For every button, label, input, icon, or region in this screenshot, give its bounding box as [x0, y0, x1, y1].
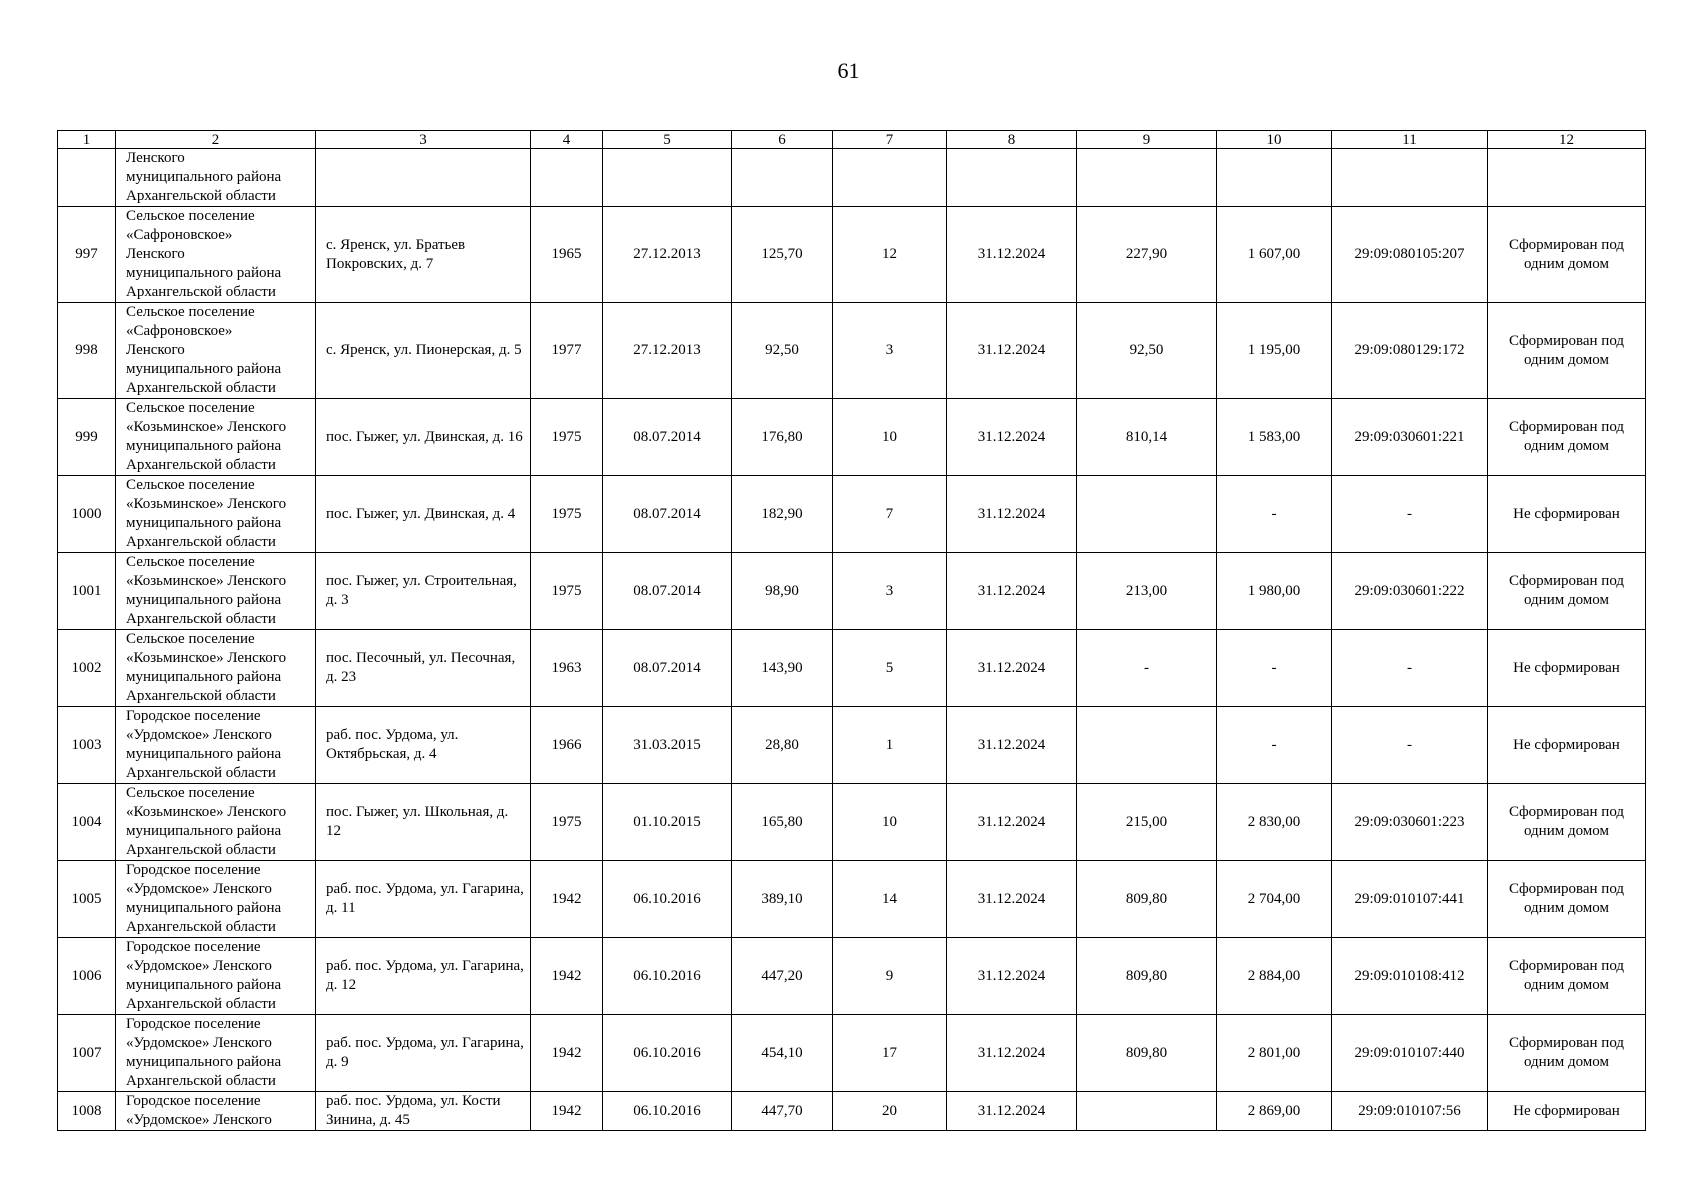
deadline-cell: 31.12.2024: [947, 630, 1077, 707]
address-cell: раб. пос. Урдома, ул. Кости Зинина, д. 45: [316, 1092, 531, 1131]
settlement-cell: Сельское поселение «Козьминское» Ленского муниципального района Архангельской области: [116, 630, 316, 707]
cadastral-value-cell: 2 830,00: [1217, 784, 1332, 861]
address-cell: пос. Гыжег, ул. Двинская, д. 4: [316, 476, 531, 553]
cadastral-value-cell: 1 607,00: [1217, 207, 1332, 303]
date-cell: 06.10.2016: [603, 938, 732, 1015]
land-area-cell: 92,50: [1077, 303, 1217, 399]
area-cell: 165,80: [732, 784, 833, 861]
date-cell: 31.03.2015: [603, 707, 732, 784]
deadline-cell: 31.12.2024: [947, 476, 1077, 553]
status-cell: Сформирован под одним домом: [1488, 553, 1646, 630]
table-row: [58, 207, 1646, 303]
deadline-cell: 31.12.2024: [947, 303, 1077, 399]
table-row: [58, 1092, 1646, 1131]
residents-cell: 17: [833, 1015, 947, 1092]
table-row: [58, 630, 1646, 707]
settlement-cell: Городское поселение «Урдомское» Ленского муниципального района Архангельской области: [116, 861, 316, 938]
date-cell: 08.07.2014: [603, 630, 732, 707]
column-number: 3: [316, 131, 531, 149]
land-area-cell: 213,00: [1077, 553, 1217, 630]
column-number: 10: [1217, 131, 1332, 149]
area-cell: 92,50: [732, 303, 833, 399]
status-cell: Сформирован под одним домом: [1488, 938, 1646, 1015]
cadastral-value-cell: 1 195,00: [1217, 303, 1332, 399]
residents-cell: 14: [833, 861, 947, 938]
address-cell: раб. пос. Урдома, ул. Гагарина, д. 9: [316, 1015, 531, 1092]
deadline-cell: 31.12.2024: [947, 1092, 1077, 1131]
residents-cell: 3: [833, 553, 947, 630]
column-number: 2: [116, 131, 316, 149]
year-cell: 1975: [531, 476, 603, 553]
date-cell: 08.07.2014: [603, 476, 732, 553]
cadastral-number-cell: 29:09:080105:207: [1332, 207, 1488, 303]
land-area-cell: -: [1077, 630, 1217, 707]
land-area-cell: 215,00: [1077, 784, 1217, 861]
status-cell: Сформирован под одним домом: [1488, 399, 1646, 476]
cadastral-value-cell: -: [1217, 630, 1332, 707]
residents-cell: 5: [833, 630, 947, 707]
date-cell: 27.12.2013: [603, 207, 732, 303]
year-cell: 1942: [531, 861, 603, 938]
residents-cell: 12: [833, 207, 947, 303]
table-row: [58, 1015, 1646, 1092]
cadastral-number-cell: 29:09:030601:223: [1332, 784, 1488, 861]
cadastral-number-cell: -: [1332, 707, 1488, 784]
column-number: 12: [1488, 131, 1646, 149]
deadline-cell: 31.12.2024: [947, 399, 1077, 476]
table-body: [58, 131, 1646, 1131]
row-number-cell: 1000: [58, 476, 116, 553]
area-cell: 98,90: [732, 553, 833, 630]
table-row: [58, 303, 1646, 399]
residents-cell: [833, 149, 947, 207]
cadastral-number-cell: 29:09:010108:412: [1332, 938, 1488, 1015]
land-area-cell: 809,80: [1077, 1015, 1217, 1092]
column-number: 6: [732, 131, 833, 149]
settlement-cell: Сельское поселение «Сафроновское» Ленского муниципального района Архангельской области: [116, 303, 316, 399]
deadline-cell: 31.12.2024: [947, 1015, 1077, 1092]
table-row: [58, 938, 1646, 1015]
row-number-cell: 997: [58, 207, 116, 303]
year-cell: 1977: [531, 303, 603, 399]
cadastral-number-cell: 29:09:010107:440: [1332, 1015, 1488, 1092]
area-cell: [732, 149, 833, 207]
table-row: [58, 399, 1646, 476]
cadastral-number-cell: 29:09:010107:56: [1332, 1092, 1488, 1131]
status-cell: Не сформирован: [1488, 476, 1646, 553]
settlement-cell: Сельское поселение «Козьминское» Ленского муниципального района Архангельской области: [116, 553, 316, 630]
status-cell: Сформирован под одним домом: [1488, 784, 1646, 861]
status-cell: Не сформирован: [1488, 707, 1646, 784]
table-row: [58, 707, 1646, 784]
cadastral-value-cell: 1 583,00: [1217, 399, 1332, 476]
page-number: 61: [837, 58, 860, 83]
row-number-cell: 1007: [58, 1015, 116, 1092]
settlement-cell: Городское поселение «Урдомское» Ленского муниципального района Архангельской области: [116, 1015, 316, 1092]
settlement-cell: Сельское поселение «Козьминское» Ленского муниципального района Архангельской области: [116, 476, 316, 553]
row-number-cell: 999: [58, 399, 116, 476]
row-number-cell: 1002: [58, 630, 116, 707]
land-area-cell: 809,80: [1077, 938, 1217, 1015]
address-cell: пос. Песочный, ул. Песочная, д. 23: [316, 630, 531, 707]
column-number: 7: [833, 131, 947, 149]
settlement-cell: Городское поселение «Урдомское» Ленского: [116, 1092, 316, 1131]
address-cell: пос. Гыжег, ул. Школьная, д. 12: [316, 784, 531, 861]
address-cell: пос. Гыжег, ул. Строительная, д. 3: [316, 553, 531, 630]
area-cell: 28,80: [732, 707, 833, 784]
address-cell: с. Яренск, ул. Братьев Покровских, д. 7: [316, 207, 531, 303]
date-cell: 08.07.2014: [603, 553, 732, 630]
year-cell: 1942: [531, 1092, 603, 1131]
residents-cell: 1: [833, 707, 947, 784]
column-number: 5: [603, 131, 732, 149]
cadastral-value-cell: -: [1217, 707, 1332, 784]
address-cell: с. Яренск, ул. Пионерская, д. 5: [316, 303, 531, 399]
address-cell: пос. Гыжег, ул. Двинская, д. 16: [316, 399, 531, 476]
row-number-cell: 1005: [58, 861, 116, 938]
area-cell: 182,90: [732, 476, 833, 553]
area-cell: 125,70: [732, 207, 833, 303]
land-area-cell: 810,14: [1077, 399, 1217, 476]
land-area-cell: [1077, 1092, 1217, 1131]
area-cell: 143,90: [732, 630, 833, 707]
status-cell: Сформирован под одним домом: [1488, 303, 1646, 399]
column-number: 4: [531, 131, 603, 149]
year-cell: 1942: [531, 1015, 603, 1092]
column-number: 9: [1077, 131, 1217, 149]
status-cell: Сформирован под одним домом: [1488, 861, 1646, 938]
deadline-cell: 31.12.2024: [947, 784, 1077, 861]
housing-registry-table: [57, 130, 1646, 1131]
residents-cell: 9: [833, 938, 947, 1015]
area-cell: 447,70: [732, 1092, 833, 1131]
address-cell: раб. пос. Урдома, ул. Гагарина, д. 12: [316, 938, 531, 1015]
residents-cell: 3: [833, 303, 947, 399]
deadline-cell: 31.12.2024: [947, 861, 1077, 938]
cadastral-number-cell: 29:09:010107:441: [1332, 861, 1488, 938]
cadastral-value-cell: 1 980,00: [1217, 553, 1332, 630]
cadastral-number-cell: -: [1332, 476, 1488, 553]
date-cell: 06.10.2016: [603, 861, 732, 938]
residents-cell: 20: [833, 1092, 947, 1131]
deadline-cell: 31.12.2024: [947, 938, 1077, 1015]
cadastral-value-cell: 2 869,00: [1217, 1092, 1332, 1131]
year-cell: 1975: [531, 553, 603, 630]
deadline-cell: [947, 149, 1077, 207]
deadline-cell: 31.12.2024: [947, 207, 1077, 303]
address-cell: [316, 149, 531, 207]
date-cell: [603, 149, 732, 207]
year-cell: 1975: [531, 399, 603, 476]
land-area-cell: [1077, 707, 1217, 784]
date-cell: 08.07.2014: [603, 399, 732, 476]
address-cell: раб. пос. Урдома, ул. Октябрьская, д. 4: [316, 707, 531, 784]
settlement-cell: Сельское поселение «Козьминское» Ленского муниципального района Архангельской области: [116, 399, 316, 476]
settlement-cell: Ленского муниципального района Архангельской области: [116, 149, 316, 207]
cadastral-value-cell: 2 884,00: [1217, 938, 1332, 1015]
status-cell: Не сформирован: [1488, 630, 1646, 707]
cadastral-number-cell: -: [1332, 630, 1488, 707]
land-area-cell: [1077, 476, 1217, 553]
date-cell: 06.10.2016: [603, 1015, 732, 1092]
area-cell: 454,10: [732, 1015, 833, 1092]
settlement-cell: Сельское поселение «Сафроновское» Ленского муниципального района Архангельской области: [116, 207, 316, 303]
year-cell: 1966: [531, 707, 603, 784]
status-cell: Сформирован под одним домом: [1488, 1015, 1646, 1092]
table-row: [58, 784, 1646, 861]
residents-cell: 7: [833, 476, 947, 553]
cadastral-value-cell: 2 704,00: [1217, 861, 1332, 938]
status-cell: Не сформирован: [1488, 1092, 1646, 1131]
table-row: [58, 553, 1646, 630]
column-number-row: [58, 131, 1646, 149]
table-row: [58, 149, 1646, 207]
cadastral-value-cell: 2 801,00: [1217, 1015, 1332, 1092]
status-cell: [1488, 149, 1646, 207]
settlement-cell: Сельское поселение «Козьминское» Ленского муниципального района Архангельской области: [116, 784, 316, 861]
year-cell: 1942: [531, 938, 603, 1015]
row-number-cell: 1003: [58, 707, 116, 784]
cadastral-number-cell: 29:09:030601:221: [1332, 399, 1488, 476]
deadline-cell: 31.12.2024: [947, 553, 1077, 630]
year-cell: 1965: [531, 207, 603, 303]
area-cell: 389,10: [732, 861, 833, 938]
row-number-cell: 998: [58, 303, 116, 399]
row-number-cell: 1006: [58, 938, 116, 1015]
cadastral-value-cell: [1217, 149, 1332, 207]
column-number: 1: [58, 131, 116, 149]
area-cell: 176,80: [732, 399, 833, 476]
cadastral-value-cell: -: [1217, 476, 1332, 553]
land-area-cell: [1077, 149, 1217, 207]
status-cell: Сформирован под одним домом: [1488, 207, 1646, 303]
row-number-cell: [58, 149, 116, 207]
date-cell: 06.10.2016: [603, 1092, 732, 1131]
column-number: 11: [1332, 131, 1488, 149]
settlement-cell: Городское поселение «Урдомское» Ленского муниципального района Архангельской области: [116, 707, 316, 784]
cadastral-number-cell: 29:09:030601:222: [1332, 553, 1488, 630]
year-cell: [531, 149, 603, 207]
column-number: 8: [947, 131, 1077, 149]
row-number-cell: 1008: [58, 1092, 116, 1131]
residents-cell: 10: [833, 784, 947, 861]
table-row: [58, 476, 1646, 553]
land-area-cell: 227,90: [1077, 207, 1217, 303]
deadline-cell: 31.12.2024: [947, 707, 1077, 784]
date-cell: 27.12.2013: [603, 303, 732, 399]
land-area-cell: 809,80: [1077, 861, 1217, 938]
residents-cell: 10: [833, 399, 947, 476]
date-cell: 01.10.2015: [603, 784, 732, 861]
year-cell: 1963: [531, 630, 603, 707]
cadastral-number-cell: 29:09:080129:172: [1332, 303, 1488, 399]
settlement-cell: Городское поселение «Урдомское» Ленского муниципального района Архангельской области: [116, 938, 316, 1015]
row-number-cell: 1001: [58, 553, 116, 630]
address-cell: раб. пос. Урдома, ул. Гагарина, д. 11: [316, 861, 531, 938]
year-cell: 1975: [531, 784, 603, 861]
table-row: [58, 861, 1646, 938]
row-number-cell: 1004: [58, 784, 116, 861]
area-cell: 447,20: [732, 938, 833, 1015]
cadastral-number-cell: [1332, 149, 1488, 207]
